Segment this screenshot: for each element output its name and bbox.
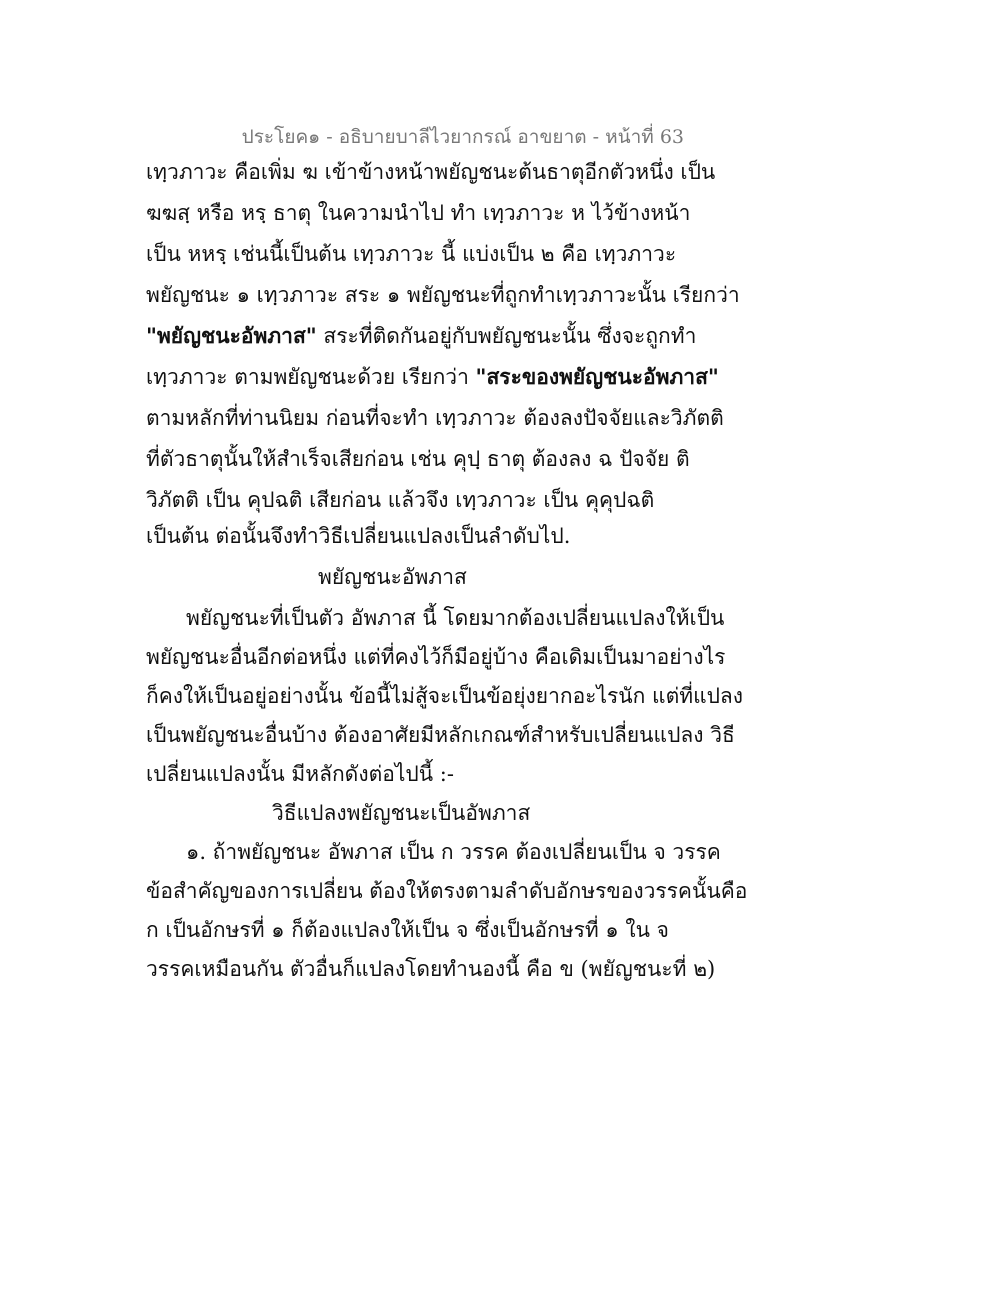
running-header: ประโยค๑ - อธิบายบาลีไวยากรณ์ อาขยาต - หน้าที่ 63 — [241, 126, 684, 148]
text-line: ที่ตัวธาตุนั้นให้สำเร็จเสียก่อน เช่น คุปฺ ธาตุ ต้องลง ฉ ปัจจัย ติ — [146, 447, 690, 471]
text-line: ฆฆสฺ หรือ หรฺ ธาตุ ในความนำไป ทำ เทฺวภาวะ ห ไว้ข้างหน้า — [146, 201, 691, 225]
text-line: พยัญชนะที่เป็นตัว อัพภาส นี้ โดยมากต้องเปลี่ยนแปลงให้เป็น — [186, 606, 725, 630]
text-line: ก็คงให้เป็นอยู่อย่างนั้น ข้อนี้ไม่สู้จะเป็นข้อยุ่งยากอะไรนัก แต่ที่แปลง — [146, 684, 744, 708]
text-line — [146, 321, 696, 351]
bold-term: "สระของพยัญชนะอัพภาส" — [475, 364, 719, 389]
text-line: เปลี่ยนแปลงนั้น มีหลักดังต่อไปนี้ :- — [146, 762, 454, 786]
text-line: ๑. ถ้าพยัญชนะ อัพภาส เป็น ก วรรค ต้องเปลี่ยนเป็น จ วรรค — [186, 840, 721, 864]
text-span: เทฺวภาวะ ตามพยัญชนะด้วย เรียกว่า — [146, 365, 476, 389]
text-line: วิภัตติ เป็น คุปฉติ เสียก่อน แล้วจึง เทฺวภาวะ เป็น คุคุปฉติ — [146, 488, 655, 512]
text-line: พยัญชนะ ๑ เทฺวภาวะ สระ ๑ พยัญชนะที่ถูกทำเทฺวภาวะนั้น เรียกว่า — [146, 283, 740, 307]
bold-term: "พยัญชนะอัพภาส" — [146, 323, 317, 348]
section-heading: วิธีแปลงพยัญชนะเป็นอัพภาส — [272, 801, 531, 825]
text-span: สระที่ติดกันอยู่กับพยัญชนะนั้น ซึ่งจะถูกทำ — [316, 324, 697, 348]
section-heading: พยัญชนะอัพภาส — [318, 565, 467, 589]
text-line: เป็นพยัญชนะอื่นบ้าง ต้องอาศัยมีหลักเกณฑ์สำหรับเปลี่ยนแปลง วิธี — [146, 723, 735, 747]
text-line: เป็นต้น ต่อนั้นจึงทำวิธีเปลี่ยนแปลงเป็นลำดับไป. — [146, 524, 571, 548]
text-line: ข้อสำคัญของการเปลี่ยน ต้องให้ตรงตามลำดับอักษรของวรรคนั้นคือ — [146, 879, 748, 903]
text-line: ตามหลักที่ท่านนิยม ก่อนที่จะทำ เทฺวภาวะ ต้องลงปัจจัยและวิภัตติ — [146, 406, 724, 430]
text-line: วรรคเหมือนกัน ตัวอื่นก็แปลงโดยทำนองนี้ คือ ข (พยัญชนะที่ ๒) — [146, 957, 716, 981]
text-line: เทฺวภาวะ คือเพิ่ม ฆ เข้าข้างหน้าพยัญชนะต้นธาตุอีกตัวหนึ่ง เป็น — [146, 160, 716, 184]
text-line: เป็น หหรฺ เช่นนี้เป็นต้น เทฺวภาวะ นี้ แบ่งเป็น ๒ คือ เทฺวภาวะ — [146, 242, 677, 266]
text-line: ก เป็นอักษรที่ ๑ ก็ต้องแปลงให้เป็น จ ซึ่งเป็นอักษรที่ ๑ ใน จ — [146, 918, 669, 942]
text-line: พยัญชนะอื่นอีกต่อหนึ่ง แต่ที่คงไว้ก็มีอยู่บ้าง คือเดิมเป็นมาอย่างไร — [146, 645, 726, 669]
text-line — [146, 362, 719, 392]
